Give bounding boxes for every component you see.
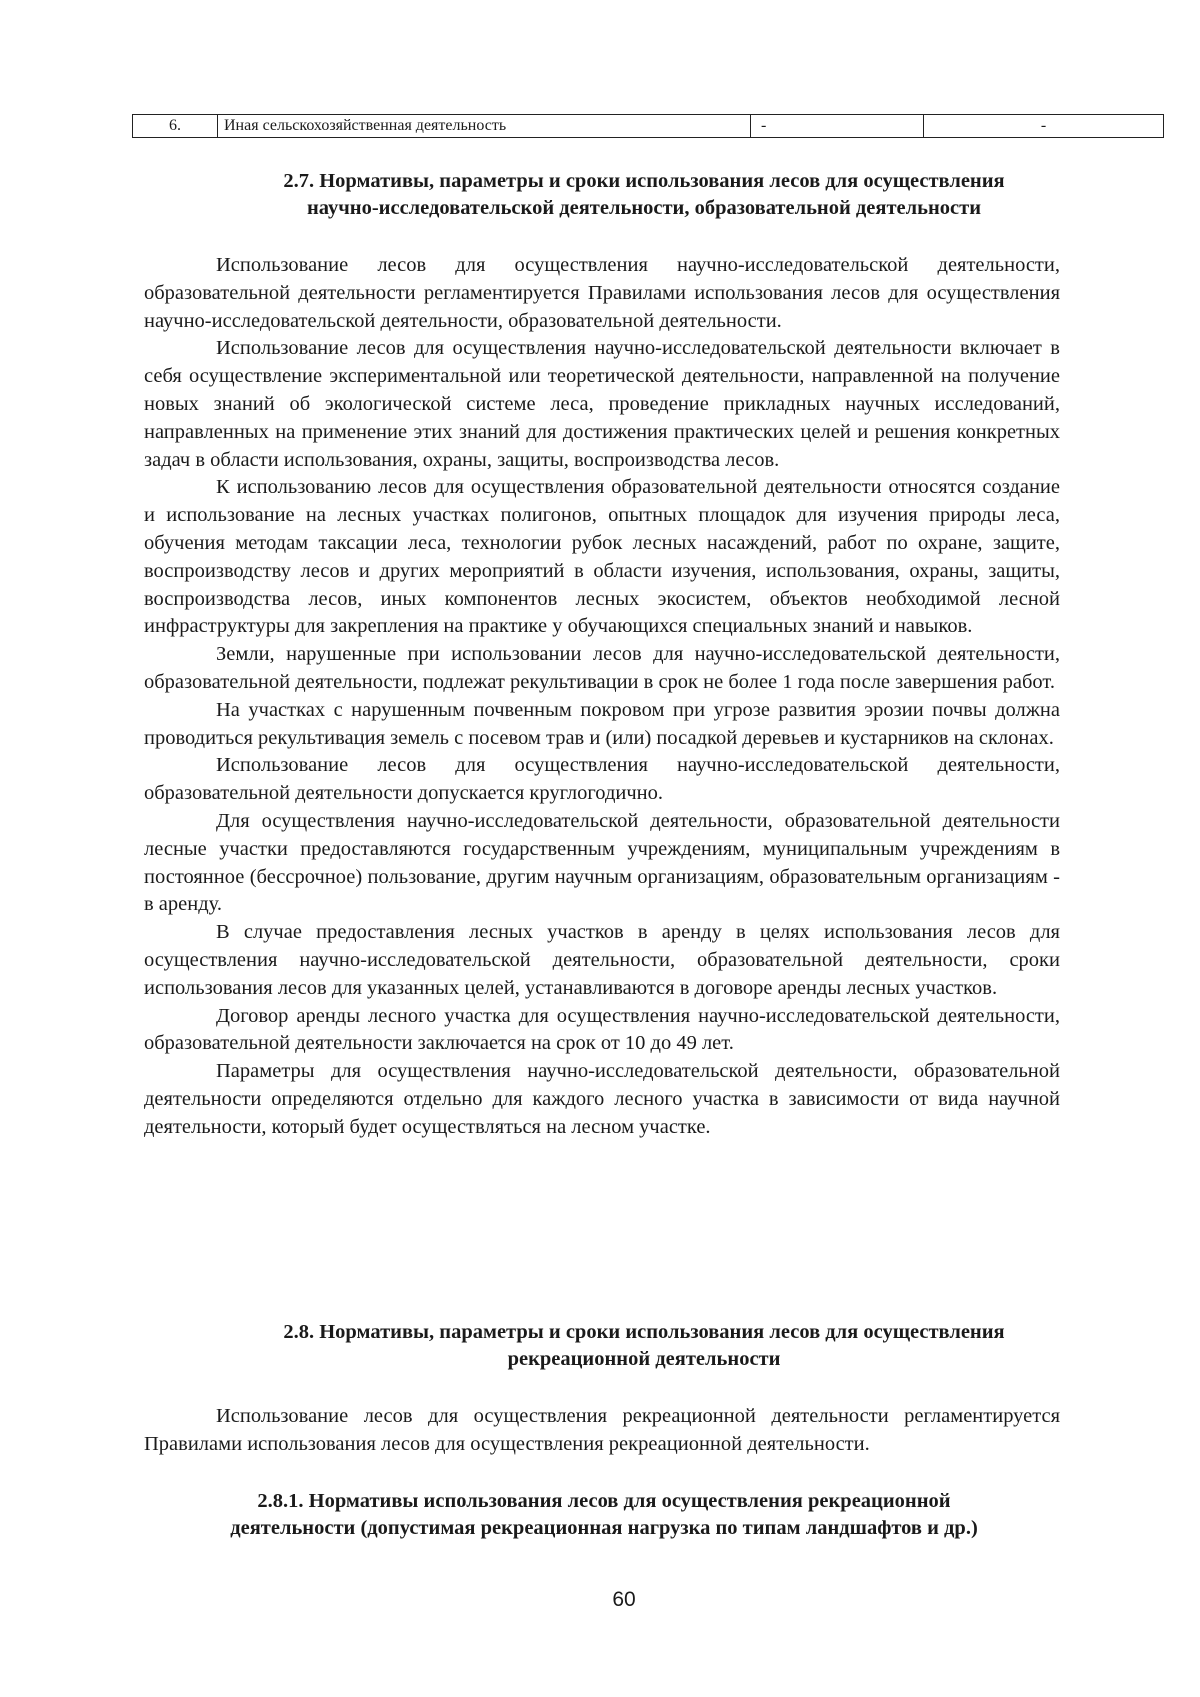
paragraph: На участках с нарушенным почвенным покровом при угрозе развития эрозии почвы должна проводиться рекультивация земель с посевом трав и (или) посадкой деревьев и кустарников на склонах. xyxy=(144,698,1060,749)
heading-line: 2.8. Нормативы, параметры и сроки использования лесов для осуществления xyxy=(283,1321,1005,1343)
document-page xyxy=(144,0,1060,1697)
section-heading-2-8-1 xyxy=(134,1488,1074,1542)
paragraph: Использование лесов для осуществления научно-исследовательской деятельности, образовательной деятельности регламентируется Правилами использования лесов для осуществления научно-исследовательской деятельности, образовательной деятельности. xyxy=(144,254,1060,332)
paragraph: К использованию лесов для осуществления образовательной деятельности относятся создание и использование на лесных участках полигонов, опытных площадок для изучения природы леса, обучения методам таксации леса, технологии рубок лесных насаждений, работ по охране, защите, воспроизводству лесов и других мероприятий в области изучения, использования, охраны, защиты, воспроизводства лесов, иных компонентов лесных экосистем, объектов необходимой лесной инфраструктуры для закрепления на практике у обучающихся специальных знаний и навыков. xyxy=(144,476,1060,638)
value-cell: - xyxy=(751,115,924,138)
paragraph: Использование лесов для осуществления научно-исследовательской деятельности включает в себя осуществление экспериментальной или теоретической деятельности, направленной на получение новых знаний об экологической системе леса, проведение прикладных научных исследований, направленных на применение этих знаний для достижения практических целей и решения конкретных задач в области использования, охраны, защиты, воспроизводства лесов. xyxy=(144,337,1060,471)
heading-line: 2.7. Нормативы, параметры и сроки использования лесов для осуществления xyxy=(283,170,1005,192)
heading-line: научно-исследовательской деятельности, образовательной деятельности xyxy=(306,197,982,219)
value-cell: - xyxy=(924,115,1164,138)
heading-line: деятельности (допустимая рекреационная нагрузка по типам ландшафтов и др.) xyxy=(230,1517,978,1539)
paragraph: Использование лесов для осуществления рекреационной деятельности регламентируется Правилами использования лесов для осуществления рекреационной деятельности. xyxy=(144,1405,1060,1455)
row-number: 6. xyxy=(133,115,218,138)
section-heading-2-8 xyxy=(184,1319,1104,1373)
land-use-table xyxy=(132,114,1164,138)
paragraph: Земли, нарушенные при использовании лесов для научно-исследовательской деятельности, образовательной деятельности, подлежат рекультивации в срок не более 1 года после завершения работ. xyxy=(144,643,1060,693)
section-body-2-8 xyxy=(144,1403,1060,1459)
paragraph: Договор аренды лесного участка для осуществления научно-исследовательской деятельности, образовательной деятельности заключается на срок от 10 до 49 лет. xyxy=(144,1004,1060,1055)
paragraph: Использование лесов для осуществления научно-исследовательской деятельности, образовательной деятельности допускается круглогодично. xyxy=(144,754,1060,805)
paragraph: Для осуществления научно-исследовательской деятельности, образовательной деятельности лесные участки предоставляются государственным учреждениям, муниципальным учреждениям в постоянное (бессрочное) пользование, другим научным организациям, образовательным организациям - в аренду. xyxy=(144,809,1060,916)
page-number: 60 xyxy=(612,1588,636,1611)
paragraph: В случае предоставления лесных участков в аренду в целях использования лесов для осуществления научно-исследовательской деятельности, образовательной деятельности, сроки использования лесов для указанных целей, устанавливаются в договоре аренды лесных участков. xyxy=(144,921,1060,999)
heading-line: 2.8.1. Нормативы использования лесов для осуществления рекреационной xyxy=(257,1490,951,1512)
table-row xyxy=(133,115,1164,138)
paragraph: Параметры для осуществления научно-исследовательской деятельности, образовательной деятельности определяются отдельно для каждого лесного участка в зависимости от вида научной деятельности, который будет осуществляться на лесном участке. xyxy=(144,1060,1060,1138)
activity-name: Иная сельскохозяйственная деятельность xyxy=(218,115,751,138)
heading-line: рекреационной деятельности xyxy=(507,1348,781,1370)
section-heading-2-7 xyxy=(184,168,1104,222)
section-body-2-7 xyxy=(144,252,1060,1142)
